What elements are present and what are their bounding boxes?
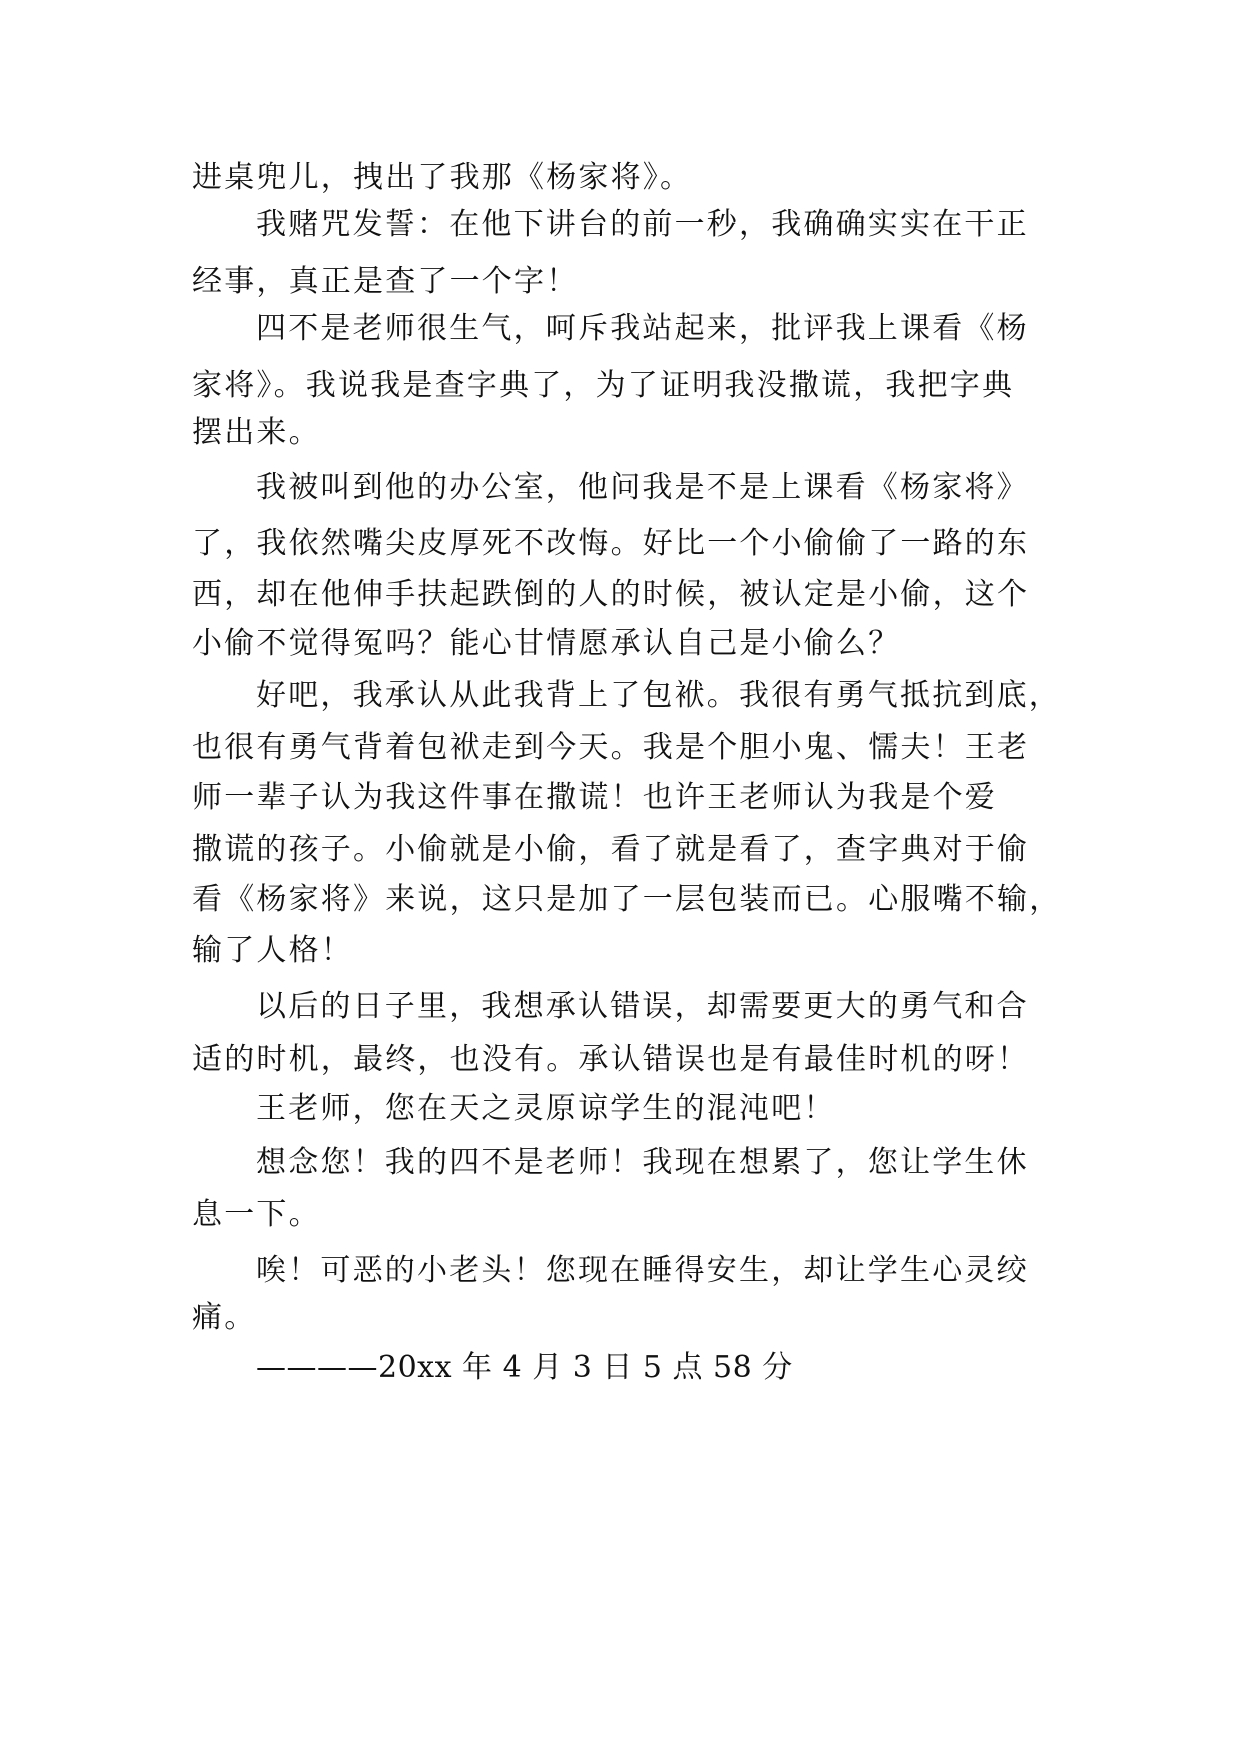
text-line: 西，却在他伸手扶起跌倒的人的时候，被认定是小偷，这个 <box>192 577 1030 612</box>
text-line: 痛。 <box>192 1300 257 1335</box>
text-line: 师一辈子认为我这件事在撒谎！也许王老师认为我是个爱 <box>192 780 997 815</box>
text-line: 以后的日子里，我想承认错误，却需要更大的勇气和合 <box>256 989 1029 1024</box>
text-line: 家将》。我说我是查字典了，为了证明我没撒谎，我把字典 <box>192 368 1015 403</box>
text-line: 撒谎的孩子。小偷就是小偷，看了就是看了，查字典对于偷 <box>192 832 1030 867</box>
text-line: 息一下。 <box>192 1197 321 1232</box>
text-line: 想念您！我的四不是老师！我现在想累了，您让学生休 <box>256 1145 1029 1180</box>
text-line: 我被叫到他的办公室，他问我是不是上课看《杨家将》 <box>256 470 1029 505</box>
date-signature: ————20xx 年 4 月 3 日 5 点 58 分 <box>256 1350 793 1385</box>
text-line: 经事，真正是查了一个字！ <box>192 264 579 299</box>
text-line: 小偷不觉得冤吗？能心甘情愿承认自己是小偷么？ <box>192 626 901 661</box>
text-line: 唉！可恶的小老头！您现在睡得安生，却让学生心灵绞 <box>256 1253 1029 1288</box>
text-line: 我赌咒发誓：在他下讲台的前一秒，我确确实实在干正 <box>256 207 1029 242</box>
text-line: 看《杨家将》来说，这只是加了一层包装而已。心服嘴不输， <box>192 882 1062 917</box>
text-line: 四不是老师很生气，呵斥我站起来，批评我上课看《杨 <box>256 311 1029 346</box>
text-line: 了，我依然嘴尖皮厚死不改悔。好比一个小偷偷了一路的东 <box>192 526 1030 561</box>
text-line: 也很有勇气背着包袱走到今天。我是个胆小鬼、懦夫！王老 <box>192 730 1030 765</box>
text-line: 好吧，我承认从此我背上了包袱。我很有勇气抵抗到底， <box>256 678 1061 713</box>
text-line: 摆出来。 <box>192 415 321 450</box>
text-line: 适的时机，最终，也没有。承认错误也是有最佳时机的呀！ <box>192 1042 1030 1077</box>
text-line: 进桌兜儿，拽出了我那《杨家将》。 <box>192 160 693 195</box>
text-line: 输了人格！ <box>192 933 353 968</box>
text-line: 王老师，您在天之灵原谅学生的混沌吧！ <box>256 1091 836 1126</box>
